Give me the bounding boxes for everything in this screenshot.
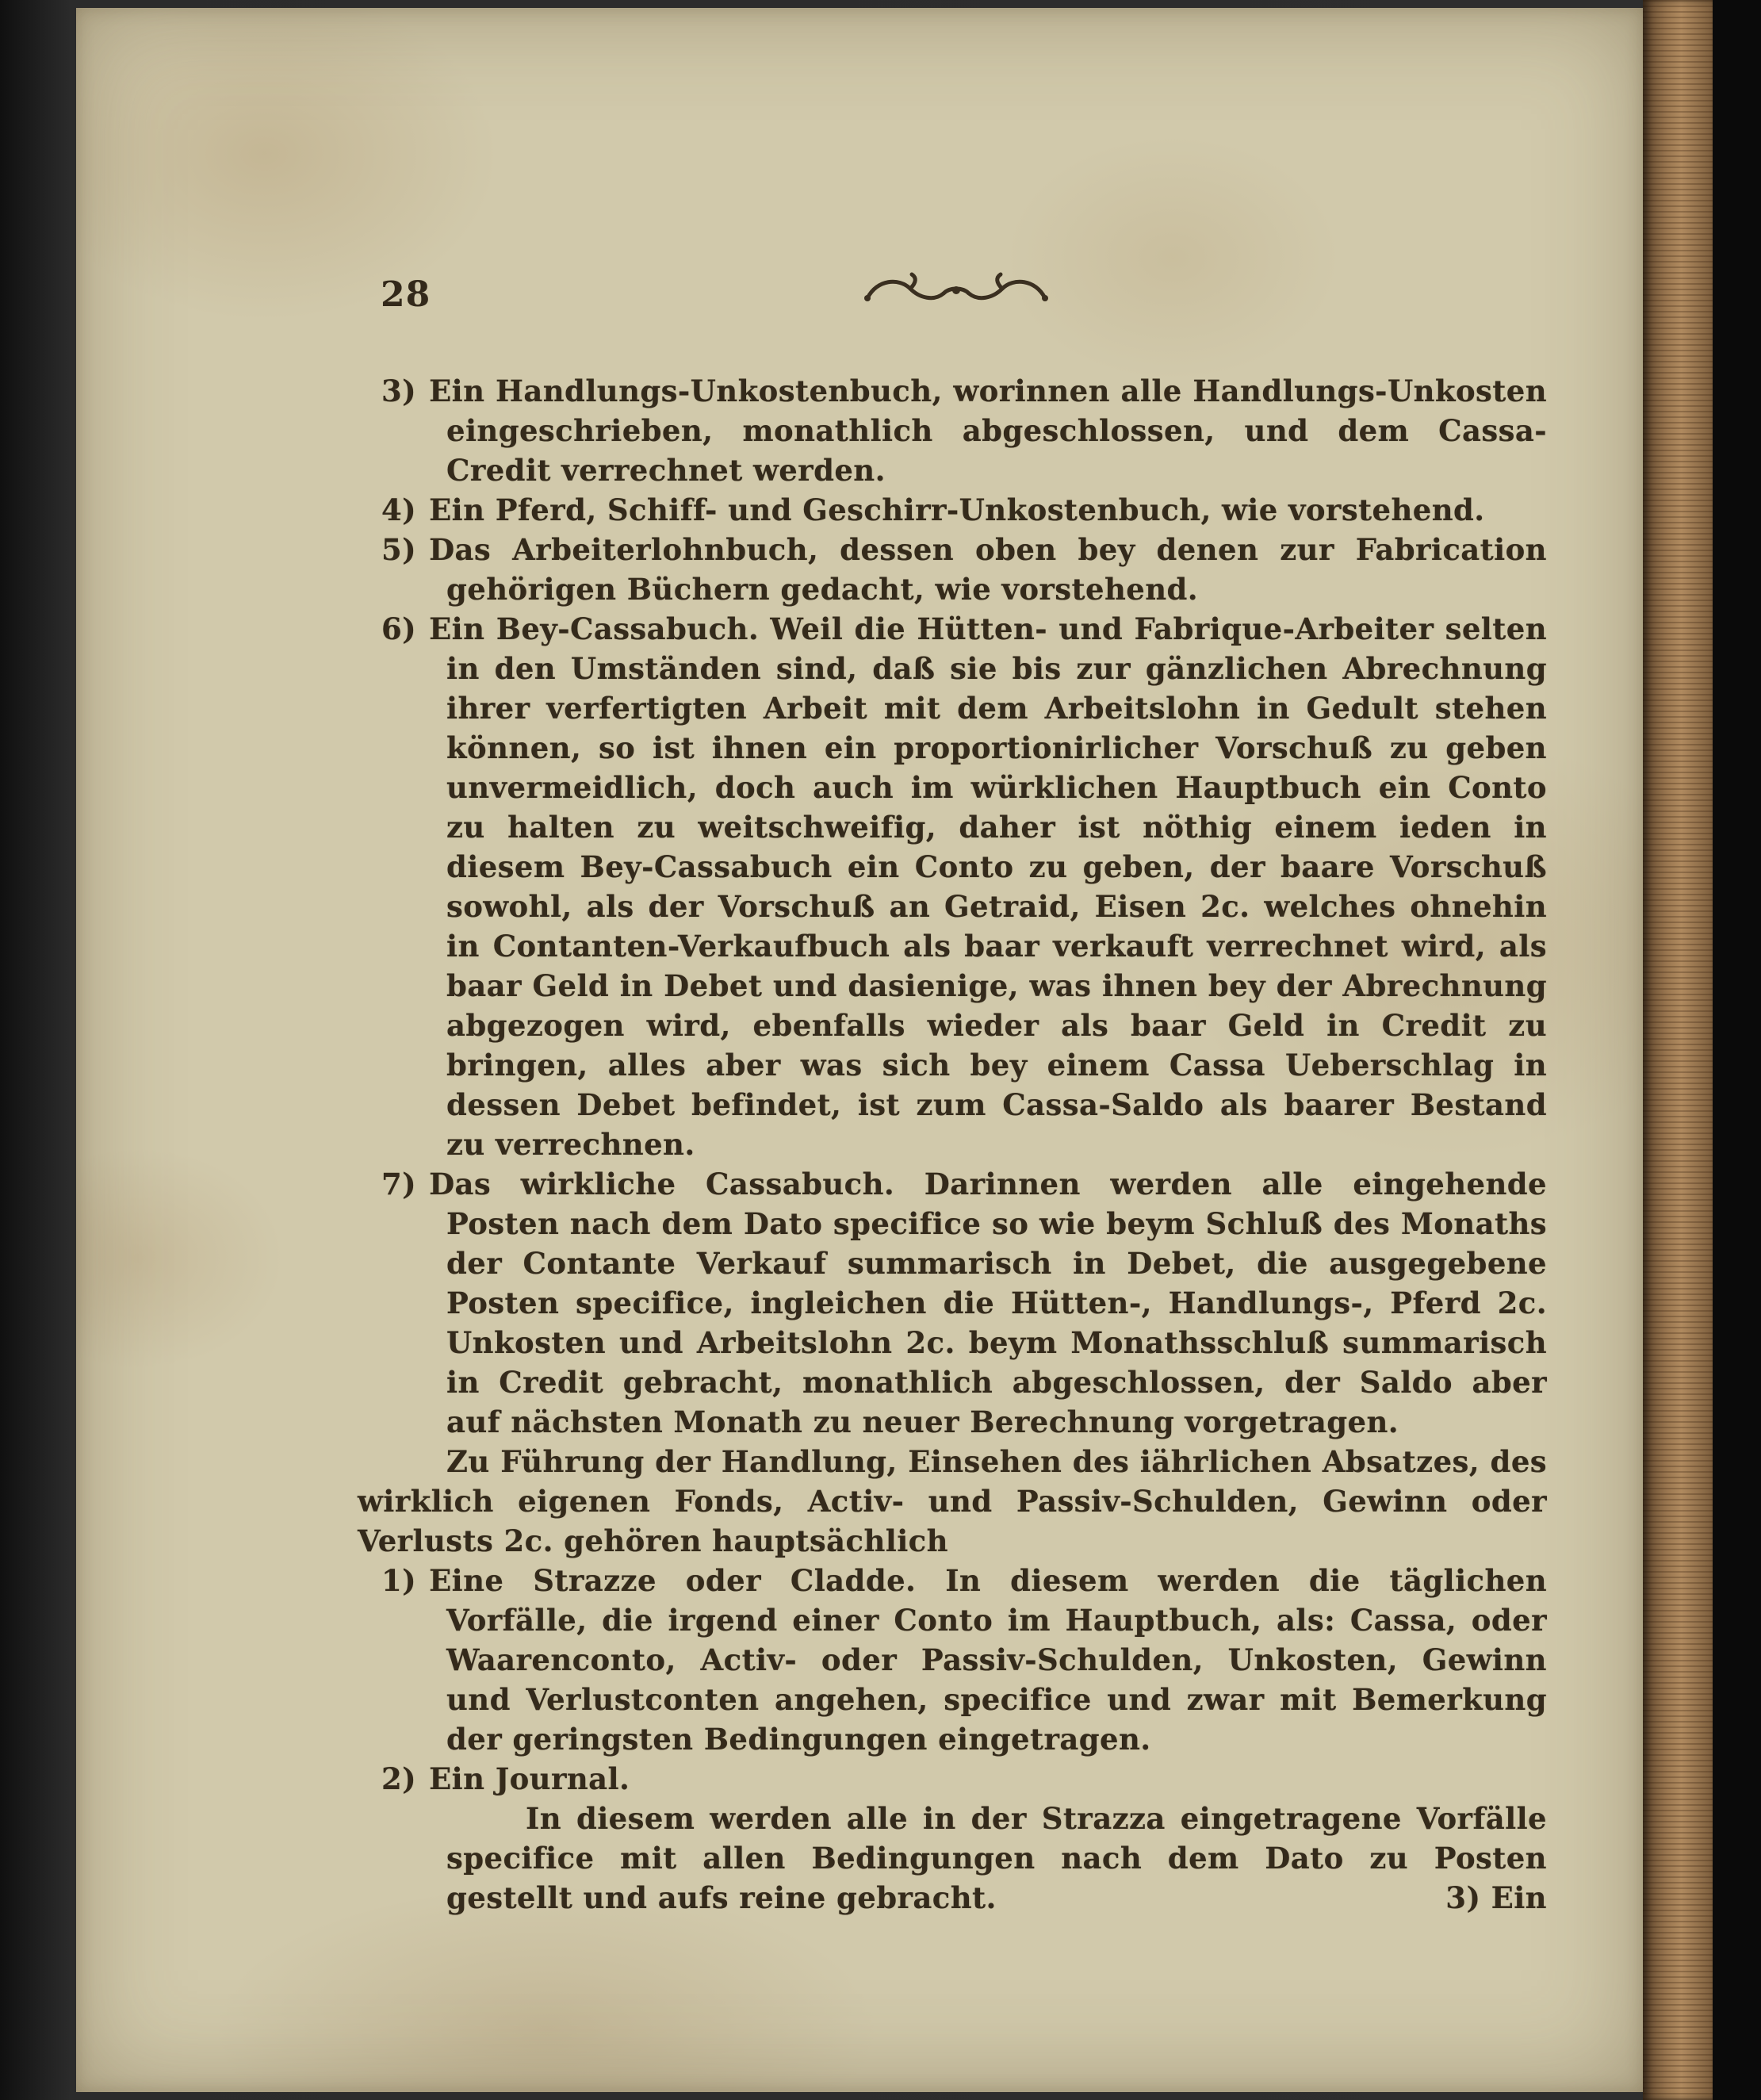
paragraph-text: In diesem werden alle in der Strazza eingetragene Vorfälle specifice mit allen Bedingungen nach dem Dato zu Posten gestellt und aufs reine gebracht. [446, 1801, 1547, 1915]
catchword: 3) Ein [1445, 1880, 1547, 1915]
paragraph-text: Ein Journal. [429, 1761, 630, 1796]
paragraph-journal-note [358, 1799, 1547, 1918]
page-header [76, 271, 1643, 322]
paragraph-text: Das wirkliche Cassabuch. Darinnen werden alle eingehende Posten nach dem Dato specifice so wie beym Schluß des Monaths der Contante Verkauf summarisch in Debet, die ausgegebene Posten specifice, ingleichen die Hütten-, Handlungs-, Pferd 2c. Unkosten und Arbeitslohn 2c. beym Monathsschluß summarisch in Credit gebracht, monathlich abgeschlossen, der Saldo aber auf nächsten Monath zu neuer Berechnung vorgetragen. [429, 1167, 1547, 1439]
paragraph-item-3 [358, 371, 1547, 490]
item-number: 1) [381, 1563, 417, 1598]
item-number: 5) [381, 532, 417, 567]
paragraph-text: Ein Pferd, Schiff- und Geschirr-Unkostenbuch, wie vorstehend. [429, 492, 1485, 527]
item-number: 7) [381, 1167, 417, 1201]
paragraph-item-1 [358, 1561, 1547, 1759]
item-number: 6) [381, 611, 417, 646]
paragraph-intro [358, 1442, 1547, 1561]
page-number: 28 [381, 274, 431, 315]
paragraph-item-2 [358, 1759, 1547, 1799]
scan-right-border [1713, 0, 1761, 2100]
floral-ornament-icon [861, 271, 1051, 317]
item-number: 3) [381, 374, 417, 408]
paragraph-text: Ein Bey-Cassabuch. Weil die Hütten- und Fabrique-Arbeiter selten in den Umständen sind, daß sie bis zur gänzlichen Abrechnung ihrer verfertigten Arbeit mit dem Arbeitslohn in Gedult stehen können, so ist ihnen ein proportionirlicher Vorschuß zu geben unvermeidlich, doch auch im würklichen Hauptbuch ein Conto zu halten zu weitschweifig, daher ist nöthig einem ieden in diesem Bey-Cassabuch ein Conto zu geben, der baare Vorschuß sowohl, als der Vorschuß an Getraid, Eisen 2c. welches ohnehin in Contanten-Verkaufbuch als baar verkauft verrechnet wird, als baar Geld in Debet und dasienige, was ihnen bey der Abrechnung abgezogen wird, ebenfalls wieder als baar Geld in Credit zu bringen, alles aber was sich bey einem Cassa Ueberschlag in dessen Debet befindet, ist zum Cassa-Saldo als baarer Bestand zu verrechnen. [429, 611, 1547, 1162]
paragraph-text: Das Arbeiterlohnbuch, dessen oben bey denen zur Fabrication gehörigen Büchern gedacht, wie vorstehend. [429, 532, 1547, 607]
paragraph-item-7 [358, 1164, 1547, 1442]
paragraph-text: Zu Führung der Handlung, Einsehen des iährlichen Absatzes, des wirklich eigenen Fonds, Activ- und Passiv-Schulden, Gewinn oder Verlusts 2c. gehören hauptsächlich [358, 1444, 1547, 1558]
item-number: 2) [381, 1761, 417, 1796]
paragraph-item-5 [358, 530, 1547, 609]
paragraph-text: Ein Handlungs-Unkostenbuch, worinnen alle Handlungs-Unkosten eingeschrieben, monathlich abgeschlossen, und dem Cassa-Credit verrechnet werden. [429, 374, 1547, 488]
paragraph-text: Eine Strazze oder Cladde. In diesem werden die täglichen Vorfälle, die irgend einer Conto im Hauptbuch, als: Cassa, oder Waarenconto, Activ- oder Passiv-Schulden, Unkosten, Gewinn und Verlustconten angehen, specifice und zwar mit Bemerkung der geringsten Bedingungen eingetragen. [429, 1563, 1547, 1757]
book-page [76, 8, 1643, 2092]
text-block [358, 371, 1547, 1918]
last-paragraph-row [358, 1799, 1547, 1918]
book-fore-edge [1643, 0, 1713, 2100]
paragraph-item-4 [358, 490, 1547, 530]
paragraph-item-6 [358, 609, 1547, 1164]
item-number: 4) [381, 492, 417, 527]
